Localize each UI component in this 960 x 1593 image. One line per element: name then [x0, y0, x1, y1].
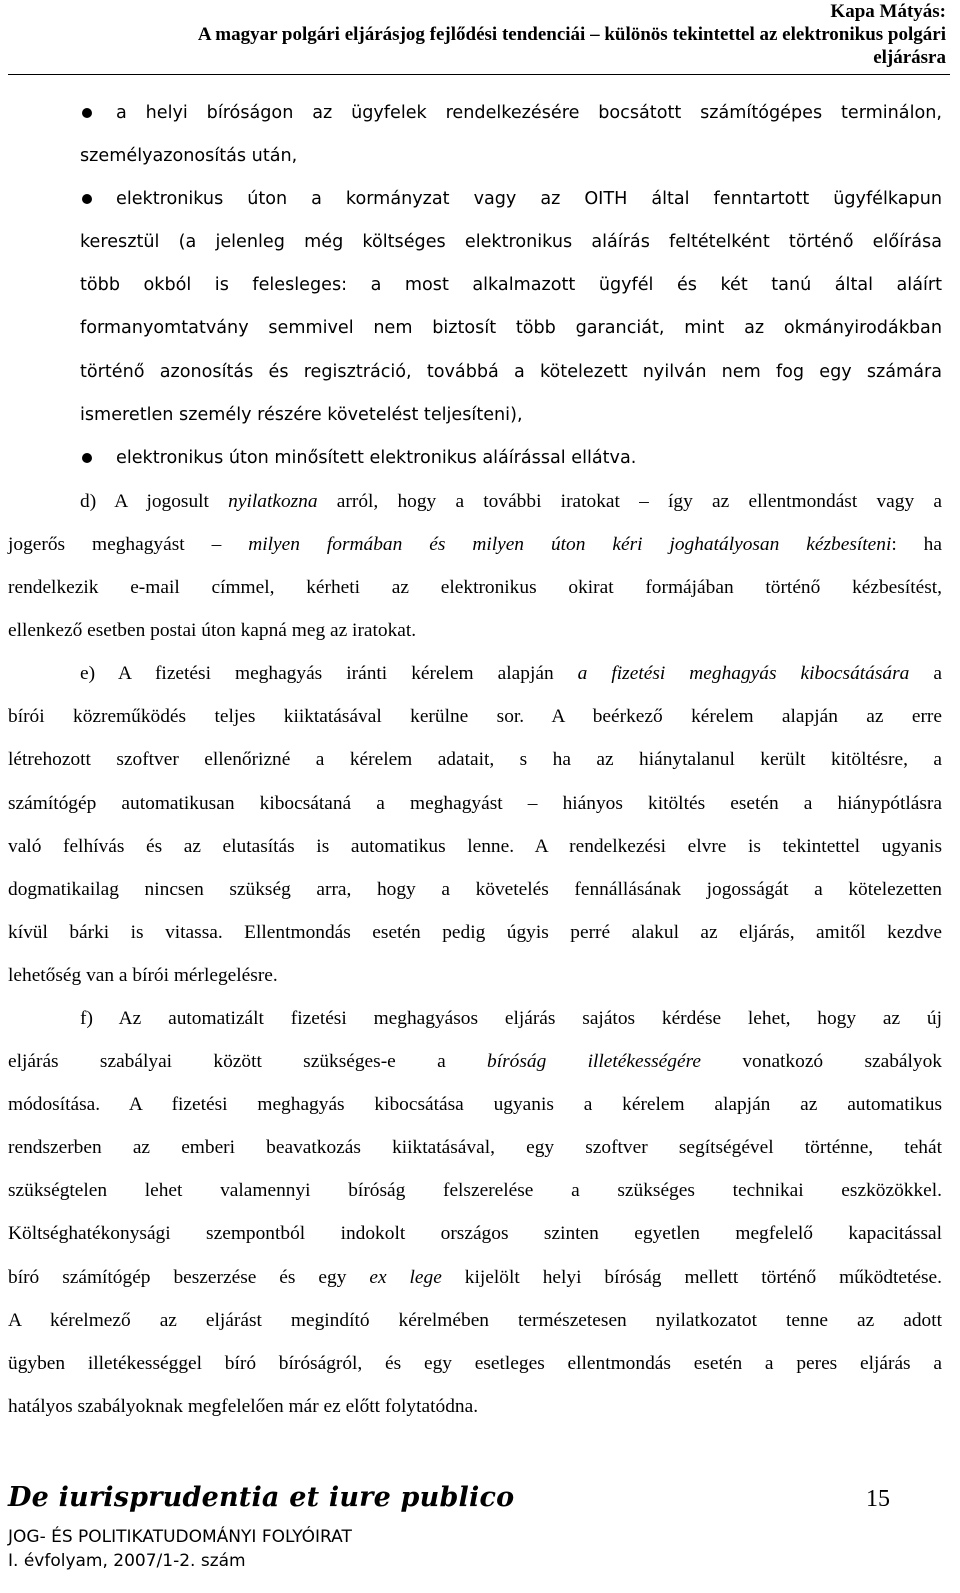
- body-text: [8, 92, 942, 1428]
- header-title-line-2: eljárásra: [873, 47, 946, 68]
- text-line: [8, 1040, 942, 1083]
- text-line: [8, 523, 942, 566]
- text-run: e) A fizetési meghagyás iránti kérelem alapján: [80, 663, 578, 685]
- italic-run: nyilatkozna: [228, 490, 318, 512]
- paragraph-e: [8, 652, 942, 997]
- footer-subtitle-line-2: I. évfolyam, 2007/1-2. szám: [8, 1551, 246, 1571]
- text-run: jogerős meghagyást –: [8, 533, 249, 555]
- paragraph-f: [8, 997, 942, 1428]
- header-title-line-1: A magyar polgári eljárásjog fejlődési tendenciái – különös tekintettel az elektronikus polgári: [197, 24, 946, 45]
- text-line: több okból is felesleges: a most alkalmazott ügyfél és két tanú által aláírt: [80, 275, 942, 296]
- italic-run: a fizetési meghagyás kibocsátására: [577, 663, 910, 685]
- text-line: [8, 480, 942, 523]
- text-line: a helyi bíróságon az ügyfelek rendelkezésére bocsátott számítógépes terminálon,: [116, 103, 942, 123]
- footer-subtitle: [8, 1525, 352, 1573]
- text-line: személyazonosítás után,: [80, 146, 298, 167]
- text-line: elektronikus úton minősített elektronikus aláírással ellátva.: [116, 447, 637, 468]
- text-line: történő azonosítás és regisztráció, továbbá a kötelezett nyilván nem fog egy számára: [80, 361, 942, 382]
- bullet-item-client-gate: [8, 178, 942, 437]
- footer-journal-title: De iurisprudentia et iure publico: [8, 1482, 515, 1513]
- text-run: arról, hogy a további iratokat – így az ellentmondást vagy a: [317, 490, 942, 512]
- text-line: való felhívás és az elutasítás is automatikus lenne. A rendelkezési elvre is tekintettel ugyanis: [8, 835, 942, 857]
- text-line: hatályos szabályoknak megfelelően már ez előtt folytatódna.: [8, 1395, 479, 1417]
- header-author: Kapa Mátyás:: [830, 1, 946, 22]
- bullet-item-terminal: [8, 92, 942, 178]
- text-line: lehetőség van a bírói mérlegelésre.: [8, 964, 278, 986]
- text-line: számítógép automatikusan kibocsátaná a meghagyást – hiányos kitöltés esetén a hiánypótlásra: [8, 792, 942, 814]
- text-run: a: [909, 663, 942, 685]
- text-line: szükségtelen lehet valamennyi bíróság felszerelése a szükséges technikai eszközökkel.: [8, 1180, 942, 1202]
- running-header: [16, 0, 946, 69]
- paragraph-d: [8, 480, 942, 652]
- page-number: 15: [866, 1486, 890, 1512]
- italic-run: bíróság illetékességére: [487, 1051, 702, 1073]
- text-line: [8, 652, 942, 695]
- italic-run: milyen formában és milyen úton kéri joghatályosan kézbesíteni: [248, 533, 892, 555]
- text-line: formanyomtatvány semmivel nem biztosít több garanciát, mint az okmányirodákban: [80, 318, 942, 339]
- text-line: rendelkezik e-mail címmel, kérheti az elektronikus okirat formájában történő kézbesítést,: [8, 577, 942, 599]
- bullet-icon: [82, 108, 92, 118]
- text-line: ellenkező esetben postai úton kapná meg az iratokat.: [8, 620, 417, 642]
- text-run: bíró számítógép beszerzése és egy: [8, 1266, 370, 1288]
- text-line: Költséghatékonysági szempontból indokolt országos szinten egyetlen megfelelő kapacitással: [8, 1223, 942, 1245]
- text-line: keresztül (a jelenleg még költséges elektronikus aláírás feltételként történő előírása: [80, 232, 942, 253]
- text-line: A kérelmező az eljárást megindító kérelmében természetesen nyilatkozatot tenne az adott: [8, 1309, 942, 1331]
- text-line: bírói közreműködés teljes kiiktatásával kerülne sor. A beérkező kérelem alapján az erre: [8, 706, 942, 728]
- text-line: [8, 1256, 942, 1299]
- text-line: elektronikus úton a kormányzat vagy az OITH által fenntartott ügyfélkapun: [116, 189, 942, 210]
- text-line: ismeretlen személy részére követelést teljesíteni),: [80, 404, 523, 425]
- text-run: d) A jogosult: [80, 490, 229, 512]
- footer-subtitle-line-1: JOG- ÉS POLITIKATUDOMÁNYI FOLYÓIRAT: [8, 1527, 352, 1547]
- bullet-item-qualified-signature: [8, 437, 942, 480]
- text-line: módosítása. A fizetési meghagyás kibocsátása ugyanis a kérelem alapján az automatikus: [8, 1094, 942, 1116]
- text-run: : ha: [891, 533, 942, 555]
- text-line: rendszerben az emberi beavatkozás kiiktatásával, egy szoftver segítségével történne, tehát: [8, 1137, 942, 1159]
- italic-run: ex lege: [369, 1266, 442, 1288]
- text-line: létrehozott szoftver ellenőrizné a kérelem adatait, s ha az hiánytalanul került kitöltésre, a: [8, 749, 942, 771]
- text-run: kijelölt helyi bíróság mellett történő működtetése.: [441, 1266, 942, 1288]
- text-run: eljárás szabályai között szükséges-e a: [8, 1051, 488, 1073]
- bullet-icon: [82, 453, 92, 463]
- text-line: kívül bárki is vitassa. Ellentmondás esetén pedig úgyis perré alakul az eljárás, amitől kezdve: [8, 921, 942, 943]
- text-line: dogmatikailag nincsen szükség arra, hogy a követelés fennállásának jogosságát a kötelezetten: [8, 878, 942, 900]
- text-line: f) Az automatizált fizetési meghagyásos eljárás sajátos kérdése lehet, hogy az új: [80, 1007, 942, 1029]
- header-divider: [8, 74, 950, 75]
- text-run: vonatkozó szabályok: [701, 1051, 942, 1073]
- text-line: ügyben illetékességgel bíró bíróságról, és egy esetleges ellentmondás esetén a peres eljárás a: [8, 1352, 942, 1374]
